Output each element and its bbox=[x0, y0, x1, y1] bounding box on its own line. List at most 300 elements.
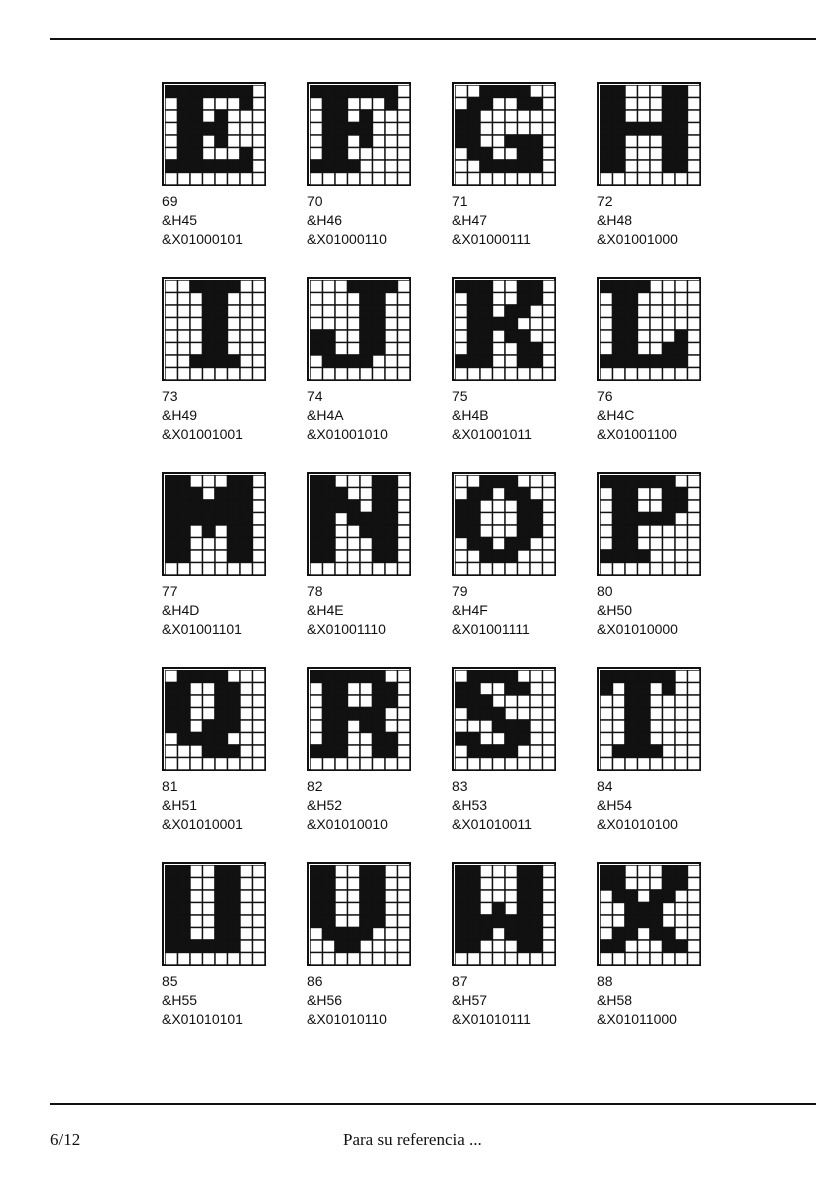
pixel-on bbox=[360, 903, 373, 916]
pixel-on bbox=[600, 85, 613, 98]
pixel-off bbox=[253, 293, 266, 306]
glyph-svg bbox=[455, 670, 555, 770]
pixel-on bbox=[360, 928, 373, 941]
pixel-on bbox=[240, 525, 253, 538]
pixel-off bbox=[688, 903, 701, 916]
pixel-off bbox=[543, 695, 556, 708]
pixel-on bbox=[310, 475, 323, 488]
pixel-on bbox=[178, 525, 191, 538]
pixel-off bbox=[600, 733, 613, 746]
pixel-on bbox=[165, 720, 178, 733]
binary-code: &X01010100 bbox=[597, 816, 678, 832]
pixel-off bbox=[310, 758, 323, 771]
pixel-off bbox=[398, 123, 411, 136]
pixel-on bbox=[650, 928, 663, 941]
binary-code: &X01010000 bbox=[597, 621, 678, 637]
pixel-on bbox=[215, 160, 228, 173]
pixel-off bbox=[493, 525, 506, 538]
pixel-on bbox=[663, 878, 676, 891]
pixel-off bbox=[455, 160, 468, 173]
pixel-on bbox=[518, 865, 531, 878]
pixel-on bbox=[228, 865, 241, 878]
pixel-on bbox=[480, 488, 493, 501]
pixel-off bbox=[625, 160, 638, 173]
pixel-on bbox=[455, 525, 468, 538]
pixel-on bbox=[178, 475, 191, 488]
pixel-on bbox=[663, 85, 676, 98]
pixel-on bbox=[165, 538, 178, 551]
pixel-on bbox=[323, 865, 336, 878]
pixel-on bbox=[215, 330, 228, 343]
pixel-off bbox=[688, 318, 701, 331]
pixel-off bbox=[360, 550, 373, 563]
pixel-off bbox=[688, 343, 701, 356]
pixel-off bbox=[468, 953, 481, 966]
footer-title: Para su referencia ... bbox=[343, 1130, 482, 1149]
pixel-off bbox=[650, 280, 663, 293]
pixel-off bbox=[600, 695, 613, 708]
pixel-off bbox=[688, 98, 701, 111]
pixel-on bbox=[663, 890, 676, 903]
pixel-on bbox=[613, 488, 626, 501]
hex-code: &H4C bbox=[597, 407, 635, 423]
pixel-off bbox=[600, 890, 613, 903]
pixel-off bbox=[493, 110, 506, 123]
hex-code: &H57 bbox=[452, 992, 488, 1008]
pixel-on bbox=[493, 745, 506, 758]
pixel-on bbox=[675, 343, 688, 356]
pixel-off bbox=[600, 563, 613, 576]
pixel-on bbox=[178, 928, 191, 941]
pixel-off bbox=[240, 890, 253, 903]
pixel-on bbox=[675, 488, 688, 501]
character-codes bbox=[452, 777, 532, 834]
pixel-off bbox=[675, 525, 688, 538]
pixel-off bbox=[543, 148, 556, 161]
pixel-off bbox=[663, 305, 676, 318]
pixel-off bbox=[253, 878, 266, 891]
pixel-on bbox=[675, 85, 688, 98]
pixel-off bbox=[385, 720, 398, 733]
pixel-on bbox=[323, 110, 336, 123]
pixel-off bbox=[493, 733, 506, 746]
glyph-svg bbox=[455, 475, 555, 575]
pixel-on bbox=[600, 355, 613, 368]
pixel-off bbox=[203, 865, 216, 878]
pixel-on bbox=[373, 695, 386, 708]
pixel-off bbox=[385, 355, 398, 368]
pixel-off bbox=[675, 903, 688, 916]
pixel-off bbox=[253, 670, 266, 683]
glyph-svg bbox=[600, 865, 700, 965]
pixel-on bbox=[360, 525, 373, 538]
pixel-off bbox=[638, 368, 651, 381]
pixel-off bbox=[360, 475, 373, 488]
pixel-off bbox=[348, 683, 361, 696]
pixel-off bbox=[675, 368, 688, 381]
pixel-on bbox=[323, 135, 336, 148]
pixel-off bbox=[543, 890, 556, 903]
pixel-off bbox=[505, 343, 518, 356]
pixel-off bbox=[518, 318, 531, 331]
glyph-svg bbox=[165, 670, 265, 770]
pixel-on bbox=[310, 330, 323, 343]
pixel-off bbox=[360, 695, 373, 708]
pixel-off bbox=[625, 865, 638, 878]
pixel-off bbox=[688, 525, 701, 538]
pixel-on bbox=[310, 488, 323, 501]
pixel-off bbox=[203, 758, 216, 771]
pixel-off bbox=[335, 293, 348, 306]
pixel-off bbox=[398, 878, 411, 891]
pixel-on bbox=[373, 720, 386, 733]
pixel-off bbox=[480, 135, 493, 148]
pixel-on bbox=[505, 550, 518, 563]
pixel-off bbox=[165, 745, 178, 758]
pixel-off bbox=[480, 500, 493, 513]
pixel-off bbox=[493, 683, 506, 696]
pixel-on bbox=[323, 708, 336, 721]
pixel-off bbox=[688, 758, 701, 771]
pixel-on bbox=[373, 513, 386, 526]
pixel-off bbox=[480, 903, 493, 916]
pixel-on bbox=[663, 110, 676, 123]
pixel-off bbox=[543, 85, 556, 98]
pixel-off bbox=[373, 160, 386, 173]
pixel-off bbox=[240, 720, 253, 733]
pixel-on bbox=[480, 318, 493, 331]
pixel-off bbox=[323, 368, 336, 381]
pixel-on bbox=[600, 110, 613, 123]
pixel-on bbox=[165, 488, 178, 501]
pixel-on bbox=[455, 695, 468, 708]
pixel-on bbox=[215, 928, 228, 941]
pixel-off bbox=[253, 953, 266, 966]
pixel-on bbox=[228, 488, 241, 501]
pixel-off bbox=[228, 733, 241, 746]
pixel-on bbox=[228, 683, 241, 696]
pixel-on bbox=[468, 538, 481, 551]
pixel-on bbox=[228, 513, 241, 526]
pixel-off bbox=[348, 890, 361, 903]
pixel-off bbox=[335, 550, 348, 563]
pixel-on bbox=[468, 98, 481, 111]
pixel-on bbox=[663, 123, 676, 136]
pixel-on bbox=[518, 525, 531, 538]
pixel-on bbox=[323, 513, 336, 526]
pixel-on bbox=[650, 903, 663, 916]
pixel-off bbox=[398, 135, 411, 148]
pixel-off bbox=[543, 953, 556, 966]
pixel-off bbox=[253, 488, 266, 501]
pixel-off bbox=[468, 173, 481, 186]
pixel-off bbox=[613, 758, 626, 771]
pixel-off bbox=[663, 525, 676, 538]
glyph-bitmap bbox=[452, 862, 556, 966]
pixel-on bbox=[190, 733, 203, 746]
pixel-off bbox=[253, 280, 266, 293]
pixel-off bbox=[600, 513, 613, 526]
pixel-on bbox=[468, 280, 481, 293]
pixel-off bbox=[480, 890, 493, 903]
pixel-off bbox=[493, 865, 506, 878]
pixel-off bbox=[625, 85, 638, 98]
pixel-on bbox=[505, 160, 518, 173]
pixel-off bbox=[650, 160, 663, 173]
pixel-on bbox=[178, 98, 191, 111]
pixel-off bbox=[310, 733, 323, 746]
glyph-bitmap bbox=[162, 277, 266, 381]
pixel-off bbox=[335, 538, 348, 551]
pixel-off bbox=[165, 305, 178, 318]
pixel-on bbox=[215, 280, 228, 293]
pixel-off bbox=[385, 173, 398, 186]
glyph-svg bbox=[600, 280, 700, 380]
pixel-off bbox=[348, 563, 361, 576]
pixel-on bbox=[190, 488, 203, 501]
pixel-off bbox=[240, 293, 253, 306]
pixel-off bbox=[348, 110, 361, 123]
pixel-off bbox=[688, 160, 701, 173]
pixel-off bbox=[360, 563, 373, 576]
pixel-on bbox=[468, 305, 481, 318]
pixel-on bbox=[518, 330, 531, 343]
pixel-on bbox=[600, 148, 613, 161]
pixel-off bbox=[203, 878, 216, 891]
pixel-on bbox=[228, 903, 241, 916]
pixel-off bbox=[228, 343, 241, 356]
pixel-on bbox=[468, 928, 481, 941]
pixel-on bbox=[373, 318, 386, 331]
pixel-on bbox=[335, 135, 348, 148]
pixel-off bbox=[348, 720, 361, 733]
pixel-off bbox=[253, 563, 266, 576]
pixel-off bbox=[543, 683, 556, 696]
pixel-off bbox=[190, 305, 203, 318]
pixel-on bbox=[480, 550, 493, 563]
pixel-off bbox=[190, 683, 203, 696]
pixel-on bbox=[663, 343, 676, 356]
pixel-off bbox=[335, 758, 348, 771]
pixel-on bbox=[228, 708, 241, 721]
pixel-on bbox=[335, 683, 348, 696]
pixel-off bbox=[310, 293, 323, 306]
pixel-off bbox=[543, 758, 556, 771]
pixel-off bbox=[505, 563, 518, 576]
pixel-off bbox=[663, 758, 676, 771]
pixel-on bbox=[335, 85, 348, 98]
pixel-off bbox=[663, 953, 676, 966]
character-codes bbox=[307, 582, 386, 639]
pixel-off bbox=[638, 330, 651, 343]
pixel-off bbox=[518, 758, 531, 771]
pixel-off bbox=[650, 683, 663, 696]
pixel-on bbox=[530, 940, 543, 953]
pixel-on bbox=[638, 903, 651, 916]
pixel-off bbox=[638, 878, 651, 891]
pixel-off bbox=[398, 695, 411, 708]
pixel-off bbox=[335, 305, 348, 318]
pixel-off bbox=[468, 160, 481, 173]
pixel-off bbox=[518, 695, 531, 708]
pixel-off bbox=[518, 708, 531, 721]
pixel-off bbox=[663, 538, 676, 551]
pixel-off bbox=[675, 708, 688, 721]
pixel-on bbox=[373, 670, 386, 683]
pixel-on bbox=[455, 733, 468, 746]
pixel-off bbox=[178, 563, 191, 576]
pixel-on bbox=[178, 733, 191, 746]
pixel-off bbox=[530, 123, 543, 136]
pixel-off bbox=[228, 563, 241, 576]
pixel-on bbox=[178, 500, 191, 513]
pixel-on bbox=[348, 940, 361, 953]
glyph-bitmap bbox=[452, 667, 556, 771]
pixel-off bbox=[348, 865, 361, 878]
pixel-on bbox=[613, 160, 626, 173]
pixel-off bbox=[650, 695, 663, 708]
character-codes bbox=[597, 777, 678, 834]
hex-code: &H45 bbox=[162, 212, 198, 228]
pixel-on bbox=[348, 928, 361, 941]
pixel-off bbox=[360, 500, 373, 513]
pixel-off bbox=[165, 293, 178, 306]
pixel-off bbox=[518, 670, 531, 683]
pixel-on bbox=[613, 940, 626, 953]
pixel-off bbox=[240, 940, 253, 953]
pixel-off bbox=[323, 280, 336, 293]
pixel-off bbox=[190, 928, 203, 941]
pixel-off bbox=[493, 488, 506, 501]
pixel-on bbox=[190, 355, 203, 368]
pixel-off bbox=[228, 305, 241, 318]
pixel-on bbox=[373, 475, 386, 488]
pixel-off bbox=[455, 173, 468, 186]
pixel-off bbox=[493, 355, 506, 368]
pixel-on bbox=[348, 500, 361, 513]
pixel-on bbox=[373, 708, 386, 721]
pixel-on bbox=[165, 683, 178, 696]
pixel-on bbox=[215, 683, 228, 696]
pixel-on bbox=[468, 513, 481, 526]
pixel-off bbox=[675, 538, 688, 551]
pixel-off bbox=[638, 865, 651, 878]
pixel-on bbox=[360, 670, 373, 683]
pixel-on bbox=[335, 940, 348, 953]
pixel-off bbox=[518, 123, 531, 136]
pixel-off bbox=[190, 563, 203, 576]
pixel-off bbox=[253, 865, 266, 878]
pixel-off bbox=[600, 525, 613, 538]
pixel-off bbox=[385, 330, 398, 343]
pixel-on bbox=[613, 135, 626, 148]
pixel-on bbox=[323, 720, 336, 733]
pixel-off bbox=[650, 953, 663, 966]
pixel-on bbox=[203, 305, 216, 318]
pixel-on bbox=[480, 355, 493, 368]
pixel-on bbox=[625, 745, 638, 758]
pixel-on bbox=[335, 928, 348, 941]
pixel-on bbox=[468, 343, 481, 356]
pixel-on bbox=[203, 720, 216, 733]
pixel-on bbox=[530, 98, 543, 111]
pixel-on bbox=[638, 123, 651, 136]
pixel-off bbox=[253, 940, 266, 953]
pixel-off bbox=[373, 135, 386, 148]
pixel-off bbox=[543, 878, 556, 891]
pixel-on bbox=[240, 148, 253, 161]
pixel-on bbox=[323, 475, 336, 488]
pixel-on bbox=[323, 550, 336, 563]
pixel-off bbox=[688, 940, 701, 953]
pixel-off bbox=[203, 563, 216, 576]
pixel-on bbox=[385, 745, 398, 758]
pixel-on bbox=[165, 940, 178, 953]
pixel-on bbox=[335, 745, 348, 758]
pixel-on bbox=[613, 890, 626, 903]
pixel-off bbox=[190, 550, 203, 563]
pixel-off bbox=[385, 670, 398, 683]
pixel-on bbox=[240, 160, 253, 173]
pixel-on bbox=[228, 940, 241, 953]
pixel-off bbox=[310, 135, 323, 148]
pixel-off bbox=[543, 670, 556, 683]
pixel-off bbox=[310, 110, 323, 123]
decimal-code: 79 bbox=[452, 583, 468, 599]
pixel-off bbox=[398, 513, 411, 526]
pixel-off bbox=[613, 915, 626, 928]
pixel-on bbox=[625, 293, 638, 306]
pixel-on bbox=[518, 903, 531, 916]
pixel-off bbox=[600, 708, 613, 721]
hex-code: &H50 bbox=[597, 602, 633, 618]
pixel-off bbox=[638, 488, 651, 501]
pixel-off bbox=[650, 318, 663, 331]
pixel-on bbox=[518, 733, 531, 746]
hex-code: &H55 bbox=[162, 992, 198, 1008]
pixel-off bbox=[398, 865, 411, 878]
pixel-off bbox=[360, 173, 373, 186]
pixel-off bbox=[203, 890, 216, 903]
decimal-code: 81 bbox=[162, 778, 178, 794]
pixel-off bbox=[398, 148, 411, 161]
pixel-on bbox=[228, 550, 241, 563]
pixel-off bbox=[505, 123, 518, 136]
pixel-off bbox=[323, 758, 336, 771]
pixel-off bbox=[190, 890, 203, 903]
pixel-on bbox=[625, 708, 638, 721]
pixel-off bbox=[468, 758, 481, 771]
pixel-off bbox=[663, 173, 676, 186]
pixel-on bbox=[203, 940, 216, 953]
pixel-off bbox=[600, 928, 613, 941]
pixel-off bbox=[310, 368, 323, 381]
pixel-off bbox=[505, 878, 518, 891]
hex-code: &H47 bbox=[452, 212, 488, 228]
pixel-on bbox=[518, 488, 531, 501]
pixel-off bbox=[613, 903, 626, 916]
pixel-on bbox=[600, 683, 613, 696]
pixel-on bbox=[215, 513, 228, 526]
pixel-on bbox=[455, 123, 468, 136]
pixel-on bbox=[468, 683, 481, 696]
pixel-on bbox=[348, 85, 361, 98]
pixel-on bbox=[480, 280, 493, 293]
pixel-off bbox=[240, 563, 253, 576]
pixel-off bbox=[480, 720, 493, 733]
pixel-on bbox=[468, 865, 481, 878]
pixel-off bbox=[468, 550, 481, 563]
